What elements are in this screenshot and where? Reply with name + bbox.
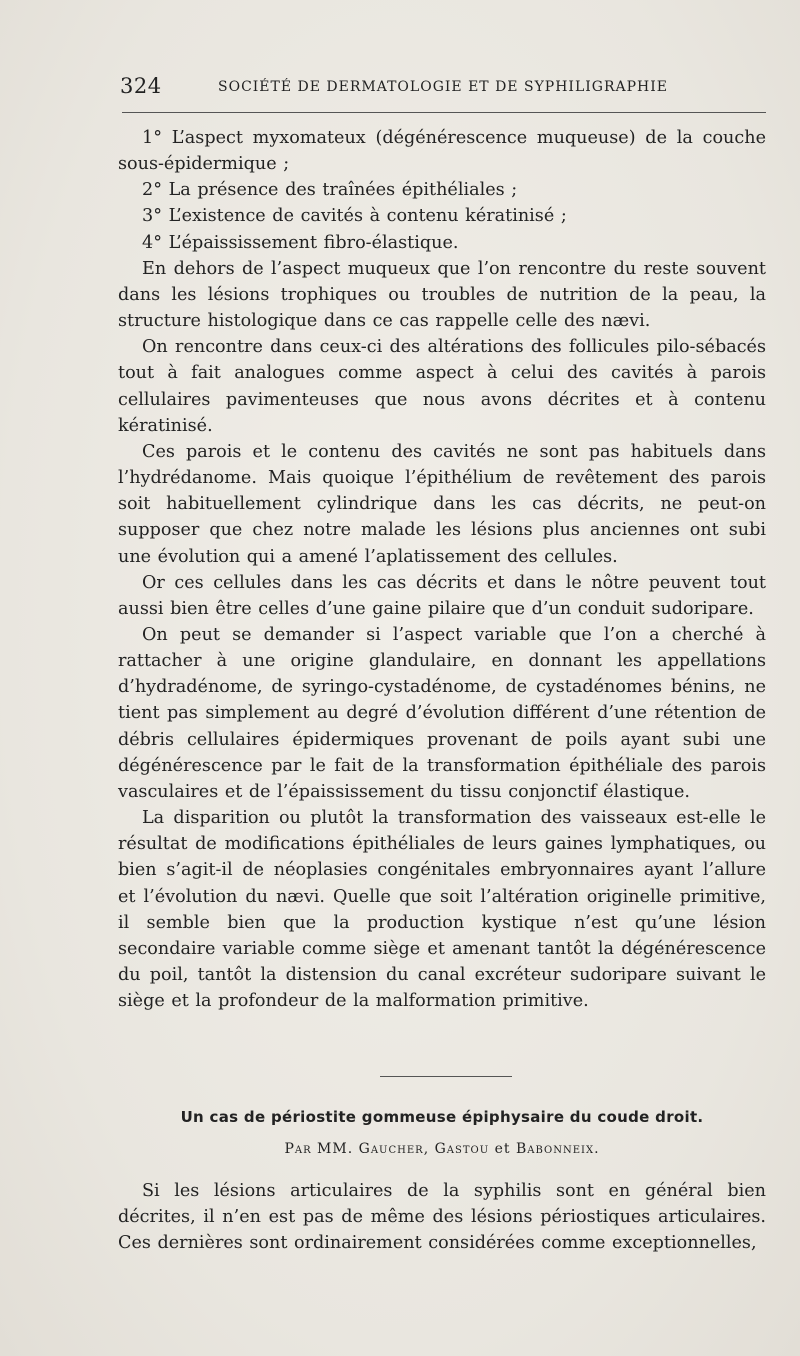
paragraph: On peut se demander si l’aspect variable que l’on a cherché à rattacher à une origine glandulaire, en donnant les appellations d’hydradénome, de syringo-cystadénome, de cystadénomes bénins, ne tient pas simplement au degré d’évolution différent d’une rétention de débris cellulaires épidermiques provenant de poils ayant subi une dégénérescence par le fait de la transformation épithéliale des parois vasculaires et de l’épaississement du tissu conjonctif élastique. (118, 624, 766, 802)
author-name: Gastou (434, 1141, 490, 1157)
body-text (118, 125, 766, 1014)
authors-conjunction: et (494, 1141, 511, 1157)
running-header (120, 74, 766, 102)
paragraph: On rencontre dans ceux-ci des altérations des follicules pilo-sébacés tout à fait analogues comme aspect à celui des cavités à parois cellulaires pavimenteuses que nous avons décrites et à contenu kératinisé. (118, 337, 766, 436)
page-number: 324 (120, 74, 162, 98)
paragraph-item-2: 2° La présence des traînées épithéliales ; (142, 180, 518, 201)
section-divider (380, 1076, 512, 1077)
author-name: Babonneix (515, 1141, 595, 1157)
paragraph: Si les lésions articulaires de la syphilis sont en général bien décrites, il n’en est pas de même des lésions périostiques articulaires. Ces dernières sont ordinairement considérées comme exceptionnelles, (118, 1181, 766, 1254)
article-opening (118, 1178, 766, 1256)
paragraph: Or ces cellules dans les cas décrits et dans le nôtre peuvent tout aussi bien être celles d’une gaine pilaire que d’un conduit sudoripare. (118, 572, 766, 619)
paragraph: La disparition ou plutôt la transformation des vaisseaux est-elle le résultat de modifications épithéliales de leurs gaines lymphatiques, ou bien s’agit-il de néoplasies congénitales embryonnaires ayant l’allure et l’évolution du nævi. Quelle que soit l’altération originelle primitive, il semble bien que la production kystique n’est qu’une lésion secondaire variable comme siège et amenant tantôt la dégénérescence du poil, tantôt la distension du canal excréteur sudoripare suivant le siège et la profondeur de la malformation primitive. (118, 808, 766, 1012)
authors-prefix: Par MM. (284, 1141, 354, 1157)
paragraph: En dehors de l’aspect muqueux que l’on rencontre du reste souvent dans les lésions trophiques ou troubles de nutrition de la peau, la structure histologique dans ce cas rappelle celle des nævi. (118, 258, 766, 332)
article-title: Un cas de périostite gommeuse épiphysaire du coude droit. (180, 1108, 704, 1126)
paragraph-item-3: 3° L’existence de cavités à contenu kératinisé ; (142, 206, 567, 227)
paragraph: Ces parois et le contenu des cavités ne sont pas habituels dans l’hydrédanome. Mais quoique l’épithélium de revêtement des parois soit habituellement cylindrique dans les cas décrits, ne peut-on supposer que chez notre malade les lésions plus anciennes ont subi une évolution qui a amené l’aplatissement des cellules. (118, 441, 766, 567)
paragraph-item-4: 4° L’épaississement fibro-élastique. (142, 232, 459, 253)
article-authors: Par MM. Gaucher, Gastou et Babonneix. (284, 1141, 600, 1157)
header-rule (122, 112, 766, 113)
running-title: SOCIÉTÉ DE DERMATOLOGIE ET DE SYPHILIGRAPHIE (218, 79, 669, 95)
paragraph-item-1: 1° L’aspect myxomateux (dégénérescence muqueuse) de la couche sous-épidermique ; (118, 128, 766, 175)
author-name: Gaucher (358, 1141, 424, 1157)
